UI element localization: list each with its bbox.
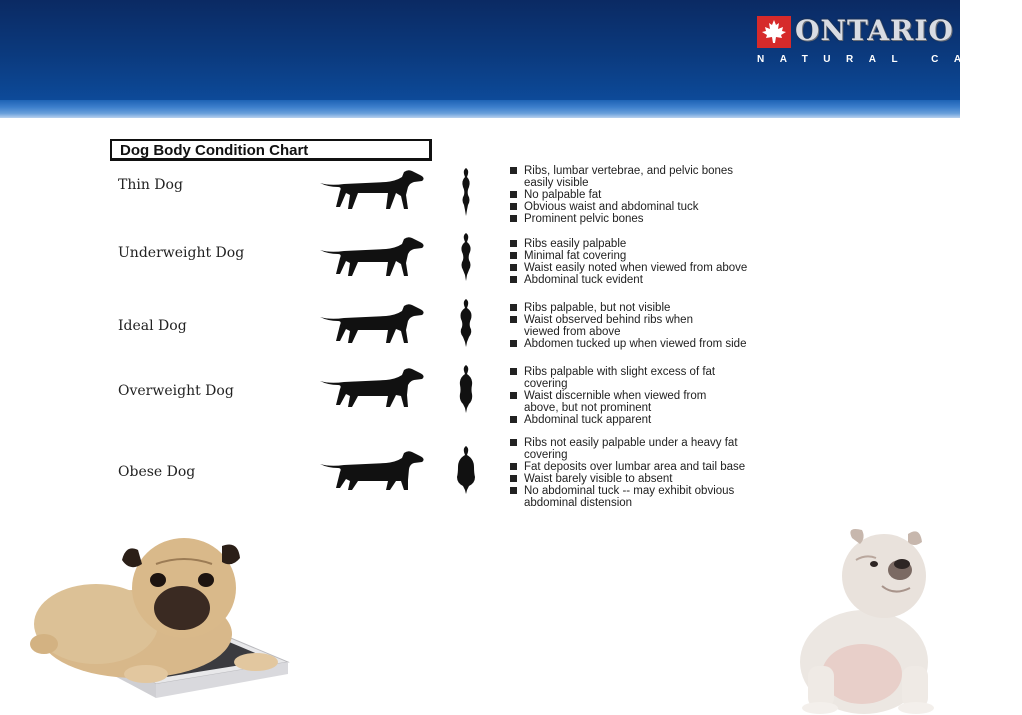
- pug-on-scale-photo: [26, 524, 288, 700]
- bullet-item: Ribs palpable with slight excess of fat: [510, 366, 715, 378]
- condition-label: Obese Dog: [118, 464, 196, 480]
- dog-silhouette-top-icon: [455, 364, 477, 414]
- bullet-item: Minimal fat covering: [510, 250, 747, 262]
- chart-title-box: [110, 139, 432, 161]
- bullet-item: Ribs, lumbar vertebrae, and pelvic bones: [510, 165, 733, 177]
- bullet-item: Waist easily noted when viewed from above: [510, 262, 747, 274]
- bullet-item: easily visible: [524, 177, 589, 189]
- bullet-item: Obvious waist and abdominal tuck: [510, 201, 733, 213]
- condition-label: Overweight Dog: [118, 383, 234, 399]
- bullet-item: covering: [524, 449, 568, 461]
- bullet-item: covering: [524, 378, 568, 390]
- logo-wordmark: ONTARIO: [795, 14, 954, 47]
- dog-silhouette-top-icon: [455, 445, 477, 495]
- condition-label: Underweight Dog: [118, 245, 245, 261]
- bullet-item: viewed from above: [524, 326, 621, 338]
- condition-bullets: [510, 437, 745, 509]
- dog-silhouette-side-icon: [316, 449, 428, 493]
- bullet-item: Waist discernible when viewed from: [510, 390, 715, 402]
- bullet-item: Ribs not easily palpable under a heavy fat: [510, 437, 745, 449]
- bulldog-photo: [790, 524, 946, 714]
- dog-silhouette-side-icon: [316, 302, 428, 346]
- bullet-item: Abdominal tuck apparent: [510, 414, 715, 426]
- maple-leaf-icon: [757, 16, 791, 48]
- ontario-logo: [757, 14, 1022, 70]
- bullet-item: Ribs palpable, but not visible: [510, 302, 746, 314]
- bullet-item: above, but not prominent: [524, 402, 652, 414]
- bullet-item: abdominal distension: [524, 497, 633, 509]
- condition-bullets: [510, 238, 747, 286]
- bullet-item: No abdominal tuck -- may exhibit obvious: [510, 485, 745, 497]
- bullet-item: Waist observed behind ribs when: [510, 314, 746, 326]
- condition-bullets: [510, 366, 715, 426]
- dog-silhouette-side-icon: [316, 169, 428, 213]
- bullet-item: Abdominal tuck evident: [510, 274, 747, 286]
- logo-tagline: NATURAL CARE: [757, 54, 1022, 65]
- dog-silhouette-side-icon: [316, 366, 428, 410]
- condition-label: Thin Dog: [118, 177, 183, 193]
- dog-silhouette-top-icon: [455, 298, 477, 348]
- dog-silhouette-top-icon: [455, 232, 477, 282]
- bullet-item: Prominent pelvic bones: [510, 213, 733, 225]
- dog-silhouette-top-icon: [455, 167, 477, 217]
- bullet-item: Ribs easily palpable: [510, 238, 747, 250]
- condition-bullets: [510, 165, 733, 225]
- bullet-item: No palpable fat: [510, 189, 733, 201]
- bullet-item: Fat deposits over lumbar area and tail base: [510, 461, 745, 473]
- bullet-item: Waist barely visible to absent: [510, 473, 745, 485]
- condition-bullets: [510, 302, 746, 350]
- condition-label: Ideal Dog: [118, 318, 187, 334]
- bullet-item: Abdomen tucked up when viewed from side: [510, 338, 746, 350]
- chart-title: Dog Body Condition Chart: [120, 142, 309, 159]
- dog-silhouette-side-icon: [316, 236, 428, 280]
- header-stripe: [0, 100, 960, 118]
